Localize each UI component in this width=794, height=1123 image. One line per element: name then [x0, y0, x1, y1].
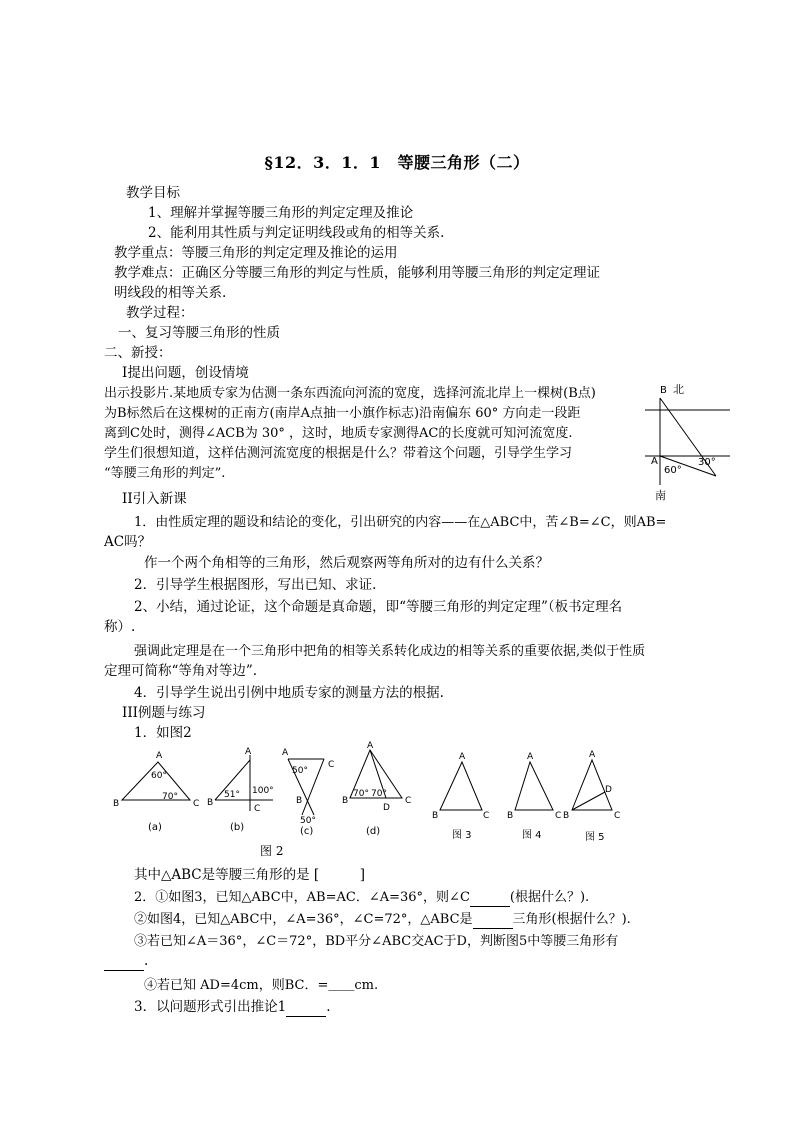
figure-caption: 图 3: [452, 830, 472, 841]
objective-item: 2、能利用其性质与判定证明线段或角的相等关系.: [148, 225, 445, 241]
paragraph-line: 定理可简称“等角对等边”.: [104, 663, 258, 679]
figure-2a: [110, 748, 205, 813]
vertex-b: B: [342, 796, 349, 806]
angle-b: 70°: [353, 789, 369, 799]
paragraph-line: 强调此定理是在一个三角形中把角的相等关系转化成边的相等关系的重要依据,类似于性质: [134, 644, 646, 659]
vertex-b: B: [207, 798, 214, 808]
figure-4: [505, 750, 565, 820]
sub-heading: III例题与练习: [122, 705, 206, 721]
figure-caption: (a): [148, 822, 162, 833]
difficulty-line: 明线段的相等关系.: [114, 285, 227, 301]
sub-heading: I提出问题，创设情境: [122, 365, 249, 381]
label-south: 南: [655, 489, 666, 502]
vertex-c: C: [405, 796, 412, 806]
question-text: 三角形(根据什么？).: [512, 912, 631, 927]
angle-exterior: 100°: [252, 786, 274, 796]
paragraph-line: “等腰三角形的判定”.: [104, 466, 226, 481]
page-title: §12．3．1．1 等腰三角形（二）: [264, 153, 530, 172]
paragraph-line: 1．如图2: [134, 725, 192, 741]
label-60: 60°: [664, 465, 682, 476]
vertex-b: B: [507, 811, 514, 820]
paragraph-line: 1．由性质定理的题设和结论的变化，引出研究的内容——在△ABC中，苦∠B=∠C，则AB=: [134, 515, 667, 530]
vertex-c: C: [328, 760, 335, 770]
figure-caption: (d): [366, 826, 381, 837]
section-heading: 二、新授：: [104, 345, 172, 361]
question-line: ③若已知∠A＝36°，∠C＝72°，BD平分∠ABC交AC于D，判断图5中等腰三角形有: [134, 934, 619, 949]
question-text: 2．①如图3，已知△ABC中，AB=AC．∠A=36°，则∠C: [134, 890, 470, 905]
figure-3: [430, 750, 490, 820]
angle-a: 60°: [151, 771, 167, 781]
angle-b: 51°: [224, 790, 240, 800]
figure-2d: [340, 740, 420, 820]
sub-heading: II引入新课: [122, 491, 187, 507]
figure-caption: (b): [230, 822, 245, 833]
figure-5: [560, 748, 630, 823]
answer-blank: [473, 915, 513, 929]
vertex-d: D: [383, 803, 390, 813]
angle-top: 50°: [292, 766, 308, 776]
question-line: [134, 998, 330, 1017]
label-a: A: [651, 456, 658, 467]
figure-caption: 图 4: [522, 830, 542, 841]
vertex-a: A: [527, 752, 534, 762]
paragraph-line: 4．引导学生说出引例中地质专家的测量方法的根据.: [134, 685, 444, 701]
objective-item: 1、理解并掌握等腰三角形的判定定理及推论: [148, 205, 414, 221]
question-line: [104, 952, 148, 971]
answer-blank: [470, 893, 510, 907]
section-heading: 一、复习等腰三角形的性质: [118, 325, 280, 341]
question-line: [134, 888, 589, 907]
question-text: 3．以问题形式引出推论1: [134, 999, 287, 1015]
section-heading: 教学过程：: [126, 305, 194, 321]
label-30: 30°: [698, 457, 716, 468]
figure-caption: (c): [300, 826, 314, 837]
paragraph-line: AC吗？: [104, 534, 152, 550]
figure-2-caption: 图 2: [260, 844, 284, 858]
vertex-b: B: [296, 796, 303, 806]
vertex-c: C: [483, 811, 490, 820]
answer-blank: [104, 957, 144, 971]
figure-2c: [280, 745, 340, 825]
vertex-a: A: [589, 750, 596, 760]
section-heading: 教学目标: [126, 185, 180, 201]
vertex-a: A: [367, 741, 374, 751]
question-line: ④若已知 AD=4cm，则BC．=＿＿cm.: [144, 978, 379, 993]
river-figure: [640, 380, 735, 505]
paragraph-line: 为B标然后在这棵树的正南方(南岸A点抽一小旗作标志)沿南偏东 60° 方向走一段距: [104, 406, 581, 421]
paragraph-line: 作一个两个角相等的三角形，然后观察两等角所对的边有什么关系？: [144, 555, 549, 571]
vertex-a: A: [282, 748, 289, 758]
question-text: .: [144, 953, 149, 969]
vertex-c: C: [614, 811, 621, 821]
focus-line: 教学重点：等腰三角形的判定定理及推论的运用: [114, 245, 398, 261]
paragraph-line: 2、小结，通过论证，这个命题是真命题，即“等腰三角形的判定定理”（板书定理名: [134, 599, 623, 615]
angle-d: 70°: [371, 789, 387, 799]
vertex-b: B: [113, 799, 120, 809]
vertex-b: B: [432, 811, 439, 820]
angle-bottom: 50°: [300, 816, 316, 825]
question-text: .: [326, 999, 331, 1015]
figure-caption: 图 5: [585, 832, 605, 843]
angle-c: 70°: [162, 792, 178, 802]
vertex-a: A: [245, 747, 252, 757]
label-b: B: [660, 385, 667, 396]
label-north: 北: [673, 383, 684, 396]
difficulty-line: 教学难点：正确区分等腰三角形的判定与性质，能够利用等腰三角形的判定定理证: [114, 265, 600, 281]
vertex-c: C: [555, 811, 562, 820]
vertex-a: A: [156, 751, 163, 761]
paragraph-line: 出示投影片.某地质专家为估测一条东西流向河流的宽度，选择河流北岸上一棵树(B点): [104, 386, 596, 401]
paragraph-line: 2．引导学生根据图形，写出已知、求证.: [134, 577, 377, 593]
answer-blank: [286, 1003, 326, 1017]
question-text: (根据什么？).: [509, 890, 590, 905]
question-text: ②如图4，已知△ABC中，∠A=36°，∠C=72°，△ABC是: [134, 912, 473, 927]
question-line: 其中△ABC是等腰三角形的是 [ ]: [134, 867, 365, 883]
vertex-c: C: [254, 804, 261, 814]
vertex-a: A: [459, 752, 466, 762]
vertex-c: C: [193, 799, 200, 809]
figure-2b: [205, 745, 280, 815]
vertex-b: B: [563, 811, 570, 821]
paragraph-line: 学生们很想知道，这样估测河流宽度的根据是什么？带着这个问题，引导学生学习: [104, 446, 573, 461]
question-line: [134, 910, 631, 929]
paragraph-line: 称）.: [104, 619, 136, 635]
vertex-d: D: [605, 785, 612, 795]
paragraph-line: 离到C处时，测得∠ACB为 30° ，这时，地质专家测得AC的长度就可知河流宽度.: [104, 426, 573, 441]
